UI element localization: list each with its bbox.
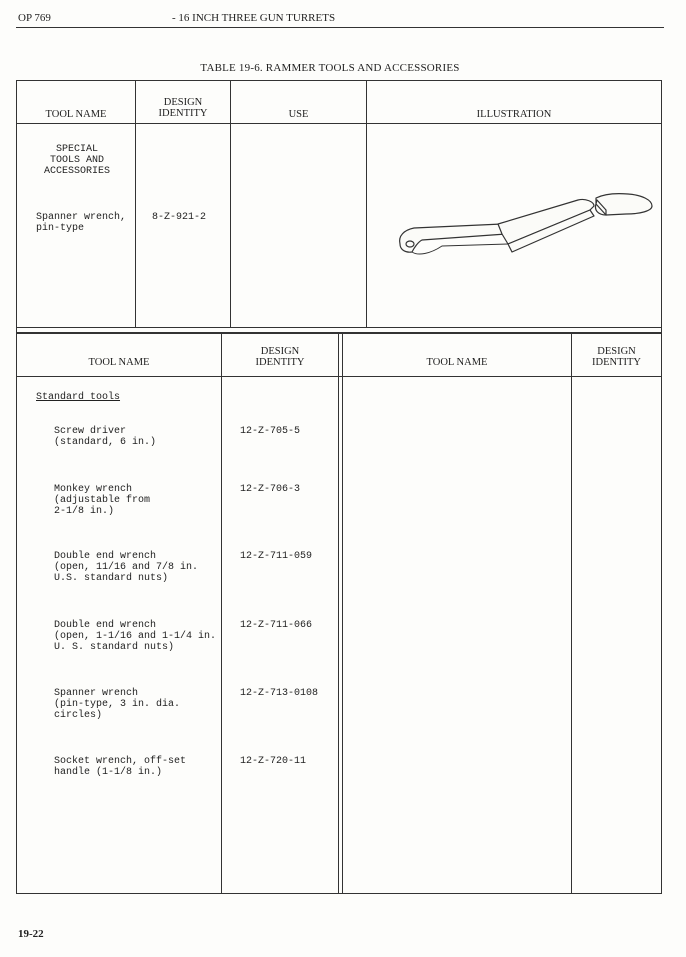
bottom-col-divider-3	[571, 334, 572, 893]
bottom-table	[16, 333, 662, 894]
bottom-header-design-identity-right: DESIGN IDENTITY	[592, 346, 641, 368]
top-header-design-identity: DESIGN IDENTITY	[158, 97, 208, 119]
top-row-tool-name: Spanner wrench, pin-type	[36, 212, 127, 234]
bottom-header-design-identity-left: DESIGN IDENTITY	[255, 346, 305, 368]
table-row-tool-name: Monkey wrench (adjustable from 2-1/8 in.)	[54, 484, 151, 517]
top-table-double-rule	[17, 327, 661, 328]
spanner-wrench-illustration	[390, 186, 660, 266]
header-rule	[16, 27, 664, 28]
bottom-col-divider-2b	[342, 334, 343, 893]
table-row-tool-name: Spanner wrench (pin-type, 3 in. dia. circles)	[54, 688, 181, 721]
running-title: - 16 INCH THREE GUN TURRETS	[172, 12, 336, 24]
table-row-tool-name: Screw driver (standard, 6 in.)	[54, 426, 157, 448]
special-tools-section-label: SPECIAL TOOLS AND ACCESSORIES	[43, 144, 110, 177]
bottom-table-header-rule	[17, 376, 661, 377]
table-caption: TABLE 19-6. RAMMER TOOLS AND ACCESSORIES	[200, 62, 460, 74]
top-header-tool-name: TOOL NAME	[45, 109, 107, 120]
bottom-col-divider-1	[221, 334, 222, 893]
table-row-tool-name: Double end wrench (open, 11/16 and 7/8 in. U.S. standard nuts)	[54, 551, 199, 584]
top-row-design-identity: 8-Z-921-2	[152, 212, 207, 223]
table-row-design-identity: 12-Z-713-0108	[240, 688, 319, 699]
top-table-header-rule	[17, 123, 661, 124]
bottom-header-tool-name-right: TOOL NAME	[426, 357, 488, 368]
top-header-illustration: ILLUSTRATION	[476, 109, 552, 120]
document-id: OP 769	[18, 12, 51, 24]
page-number: 19-22	[18, 928, 44, 940]
table-row-design-identity: 12-Z-720-11	[240, 756, 307, 767]
table-row-tool-name: Double end wrench (open, 1-1/16 and 1-1/4 in. U. S. standard nuts)	[54, 620, 217, 653]
bottom-col-divider-2a	[338, 334, 339, 893]
table-row-design-identity: 12-Z-711-066	[240, 620, 313, 631]
table-row-tool-name: Socket wrench, off-set handle (1-1/8 in.)	[54, 756, 187, 778]
bottom-header-tool-name-left: TOOL NAME	[88, 357, 150, 368]
table-row-design-identity: 12-Z-711-059	[240, 551, 313, 562]
table-row-design-identity: 12-Z-706-3	[240, 484, 301, 495]
standard-tools-section-label: Standard tools	[36, 392, 121, 403]
table-row-design-identity: 12-Z-705-5	[240, 426, 301, 437]
top-header-use: USE	[288, 109, 309, 120]
